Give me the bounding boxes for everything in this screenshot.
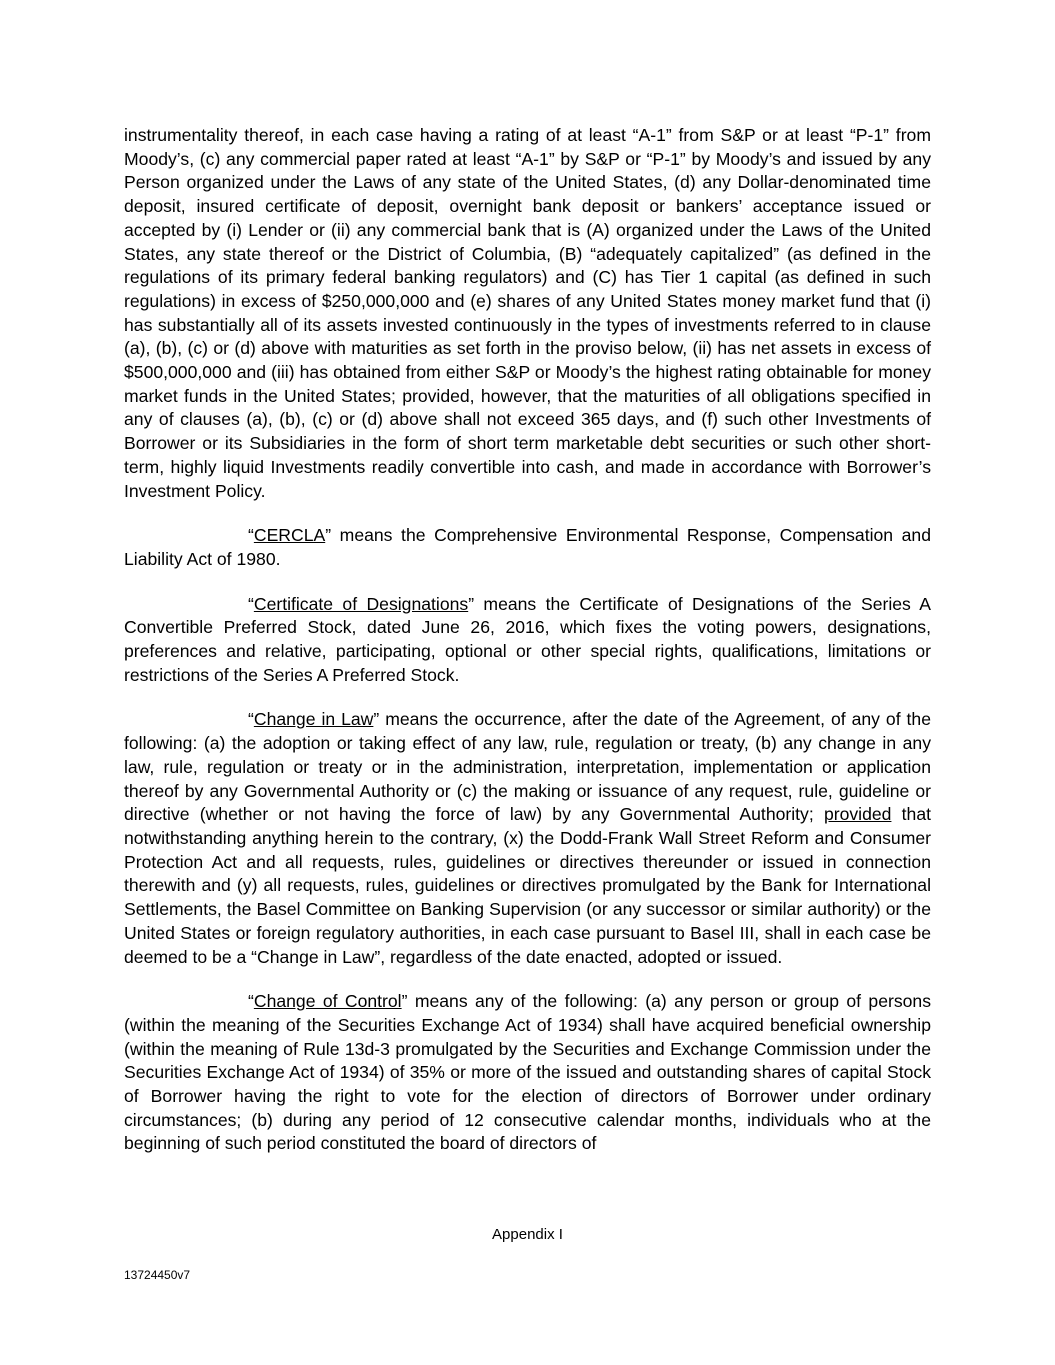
defined-term: Change in Law <box>253 709 374 730</box>
definition-text: ” means any of the following: (a) any person or group of persons (within the meaning of the Securities Exchange Act of 1934) shall have acquired beneficial ownership (within the meaning of Rule 13d-3 promulgated by the Securities and Exchange Commission under the Securities Exchange Act of 1934) of 35% or more of the issued and outstanding shares of capital Stock of Borrower having the right to vote for the election of directors of Borrower under ordinary circumstances; (b) during any period of 12 consecutive calendar months, individuals who at the beginning of such period constituted the board of directors of <box>124 991 931 1154</box>
open-quote: “ <box>248 991 254 1012</box>
document-id: 13724450v7 <box>124 1268 191 1282</box>
definition-text: ” means the Certificate of Designations of the Series A Convertible Preferred Stock, dated June 26, 2016, which fixes the voting powers, designations, preferences and relative, participating, optional or other special rights, qualifications, limitations or restrictions of the Series A Preferred Stock. <box>124 593 931 685</box>
definition-text: ” means the Comprehensive Environmental Response, Compensation and Liability Act of 1980. <box>124 525 931 569</box>
defined-term: CERCLA <box>253 525 326 546</box>
paragraph-cash-equivalents-continued <box>124 124 931 503</box>
provided-term: provided <box>823 804 892 825</box>
definition-cercla <box>124 524 931 571</box>
definition-text-continued: that notwithstanding anything herein to the contrary, (x) the Dodd-Frank Wall Street Reform and Consumer Protection Act and all requests, rules, guidelines or directives thereunder or issued in connection therewith and (y) all requests, rules, guidelines or directives promulgated by the Bank for International Settlements, the Basel Committee on Banking Supervision (or any successor or similar authority) or the United States or foreign regulatory authorities, in each case pursuant to Basel III, shall in each case be deemed to be a “Change in Law”, regardless of the date enacted, adopted or issued. <box>124 804 931 967</box>
definition-certificate-of-designations <box>124 593 931 688</box>
open-quote: “ <box>248 593 254 614</box>
definition-change-of-control <box>124 990 931 1156</box>
open-quote: “ <box>248 525 254 546</box>
document-body <box>124 124 931 1177</box>
paragraph-text: instrumentality thereof, in each case having a rating of at least “A-1” from S&P or at least “P-1” from Moody’s, (c) any commercial paper rated at least “A-1” by S&P or “P-1” by Moody’s and issued by any Person organized under the Laws of any state of the United States, (d) any Dollar-denominated time deposit, insured certificate of deposit, overnight bank deposit or bankers’ acceptance issued or accepted by (i) Lender or (ii) any commercial bank that is (A) organized under the Laws of the United States, any state thereof or the District of Columbia, (B) “adequately capitalized” (as defined in the regulations of its primary federal banking regulators) and (C) has Tier 1 capital (as defined in such regulations) in excess of $250,000,000 and (e) shares of any United States money market fund that (i) has substantially all of its assets invested continuously in the types of investments referred to in clause (a), (b), (c) or (d) above with maturities as set forth in the proviso below, (ii) has net assets in excess of $500,000,000 and (iii) has obtained from either S&P or Moody’s the highest rating obtainable for money market funds in the United States; provided, however, that the maturities of all obligations specified in any of clauses (a), (b), (c) or (d) above shall not exceed 365 days, and (f) such other Investments of Borrower or its Subsidiaries in the form of short term marketable debt securities or such other short-term, highly liquid Investments readily convertible into cash, and made in accordance with Borrower’s Investment Policy. <box>124 125 931 501</box>
page-label: Appendix I <box>492 1226 563 1243</box>
open-quote: “ <box>248 709 254 730</box>
definition-change-in-law <box>124 708 931 969</box>
defined-term: Change of Control <box>253 991 402 1012</box>
defined-term: Certificate of Designations <box>253 593 469 614</box>
definition-text: ” means the occurrence, after the date of the Agreement, of any of the following: (a) the adoption or taking effect of any law, rule, regulation or treaty, (b) any change in any law, rule, regulation or treaty or in the administration, interpretation, implementation or application thereof by any Governmental Authority or (c) the making or issuance of any request, rule, guideline or directive (whether or not having the force of law) by any Governmental Authority; <box>124 709 932 825</box>
